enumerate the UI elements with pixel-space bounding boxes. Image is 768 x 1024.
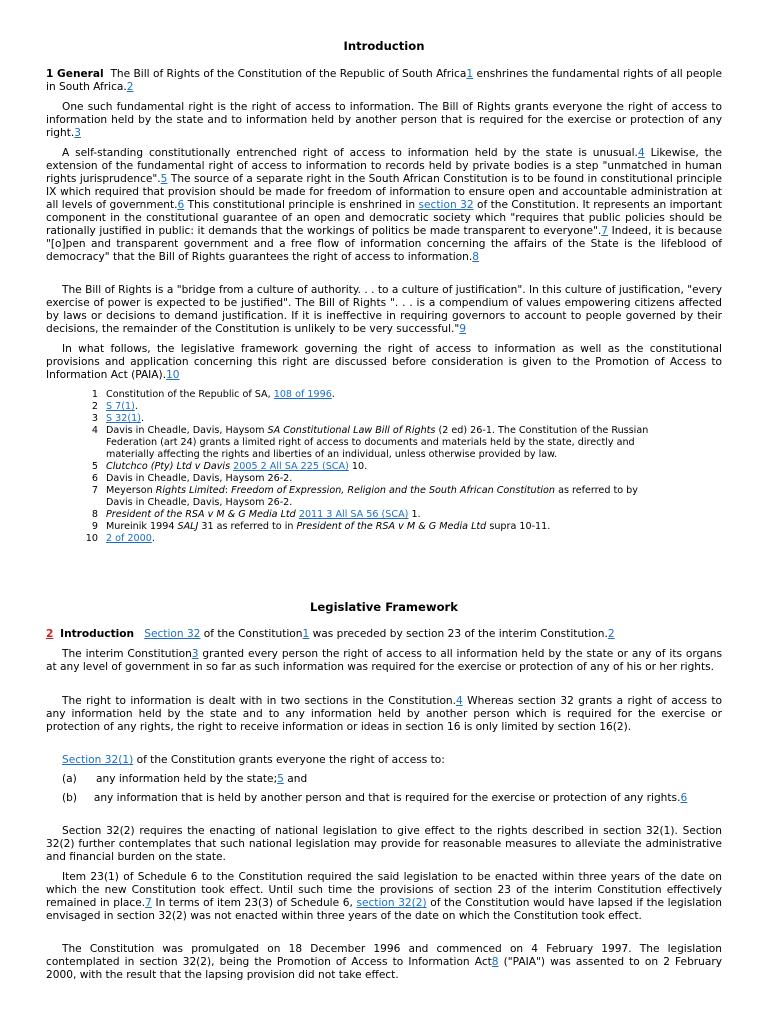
paragraph-text: The Bill of Rights of the Constitution of the Republic of South Africa xyxy=(110,68,467,80)
list-item-b xyxy=(46,792,722,805)
legislative-paragraph-6 xyxy=(46,871,722,923)
intro-paragraph-3 xyxy=(46,147,722,264)
footnote-italic: President of the RSA v M & G Media Ltd xyxy=(106,509,296,520)
intro-paragraph-5 xyxy=(46,343,722,382)
footnote-number: 9 xyxy=(91,521,98,532)
footnote-number: 5 xyxy=(91,461,98,472)
paragraph-text: granted every person the right of access to all information held by the state or any of its organs at any level of government in so far as such information was required for the exercise or protection of any of his or her rights. xyxy=(46,648,722,673)
intro-paragraph-2 xyxy=(46,101,722,140)
legislative-paragraph-4 xyxy=(46,754,722,767)
footnote-ref-3[interactable]: 3 xyxy=(191,648,199,660)
footnote-italic: Freedom of Expression, Religion and the South African Constitution xyxy=(231,485,556,496)
list-item-a xyxy=(46,773,722,786)
list-text: and xyxy=(283,773,308,785)
footnote-ref-5[interactable]: 5 xyxy=(277,773,284,785)
footnote-number: 2 xyxy=(91,401,98,412)
footnote-text: Meyerson xyxy=(106,485,156,496)
footnote-ref-6[interactable]: 6 xyxy=(177,199,185,211)
footnote-10 xyxy=(80,533,651,545)
footnote-6 xyxy=(80,473,651,485)
footnote-text: (2 ed) 26-1. The Constitution of the Russian Federation (art 24) grants a limited right of access to documents and materials held by the state, directly and materially affecting the rights and liberties of an individual, unless otherwise provided by law. xyxy=(106,425,649,460)
footnote-7 xyxy=(80,485,651,509)
footnote-ref-1[interactable]: 1 xyxy=(466,68,474,80)
footnote-ref-8[interactable]: 8 xyxy=(491,956,499,968)
paragraph-text: ("PAIA") was assented to on 2 February 2000, with the result that the lapsing provision did not take effect. xyxy=(46,956,722,981)
footnote-text: 10. xyxy=(348,461,368,472)
paragraph-heading: Introduction xyxy=(60,628,135,640)
paragraph-text: In what follows, the legislative framework governing the right of access to information as well as the constitutional provisions and application concerning this right are discussed before consideration is given to the Promotion of Access to Information Act (PAIA). xyxy=(46,343,722,381)
footnote-italic: Clutchco (Pty) Ltd v Davis xyxy=(106,461,231,472)
footnote-text: as referred to by Davis in Cheadle, Davis, Haysom 26-2. xyxy=(106,485,638,508)
footnote-4 xyxy=(80,425,651,461)
s-7-1-link[interactable]: S 7(1) xyxy=(106,401,135,412)
list-text: any information held by the state; xyxy=(96,773,278,785)
paragraph-text: The Bill of Rights is a "bridge from a culture of authority. . . to a culture of justification". In this culture of justification, "every exercise of power is expected to be justified". The Bill of Rights ". . . is a compendium of values empowering citizens affected by laws or decisions to demand justification. If it is ineffective in requiring governors to account to people governed by their decisions, the remainder of the Constitution is unlikely to be very successful." xyxy=(46,284,722,335)
legislative-paragraph-3 xyxy=(46,695,722,734)
paragraph-text: of the Constitution grants everyone the right of access to: xyxy=(133,754,445,766)
footnote-9 xyxy=(80,521,651,533)
footnote-ref-4[interactable]: 4 xyxy=(637,147,645,159)
footnote-ref-6[interactable]: 6 xyxy=(680,792,688,804)
footnote-text: Constitution of the Republic of SA, xyxy=(106,389,274,400)
footnote-number: 1 xyxy=(91,389,98,400)
paragraph-text: Indeed, it is because "[o]pen and transparent government and a free flow of information concerning the affairs of the State is the lifeblood of democracy" that the Bill of Rights guarantees the right of access to information. xyxy=(46,225,723,263)
paragraph-text: A self-standing constitutionally entrenched right of access to information held by the state is unusual. xyxy=(62,147,638,159)
section-title-legislative-framework: Legislative Framework xyxy=(310,600,458,614)
legislative-paragraph-5 xyxy=(46,825,722,864)
footnote-number: 7 xyxy=(91,485,98,496)
footnote-italic: President of the RSA v M & G Media Ltd xyxy=(296,521,487,532)
act-108-of-1996-link[interactable]: 108 of 1996 xyxy=(273,389,332,400)
act-2-of-2000-link[interactable]: 2 of 2000 xyxy=(106,533,152,544)
footnote-text: supra 10-11. xyxy=(486,521,551,532)
section-32-2-link[interactable]: section 32(2) xyxy=(356,897,427,909)
footnote-ref-3[interactable]: 3 xyxy=(74,127,82,139)
footnote-text: Davis in Cheadle, Davis, Haysom xyxy=(106,425,268,436)
footnote-ref-2[interactable]: 2 xyxy=(126,81,134,93)
footnote-ref-2[interactable]: 2 xyxy=(607,628,615,640)
footnote-ref-4[interactable]: 4 xyxy=(456,695,463,707)
footnote-text: Mureinik 1994 xyxy=(106,521,178,532)
legislative-paragraph-2 xyxy=(46,648,722,674)
paragraph-text: Section 32(2) requires the enacting of national legislation to give effect to the rights described in section 32(1). Section 32(2) further contemplates that such national legislation may provide for reasonable measures to alleviate the administrative and financial burden on the state. xyxy=(46,825,722,863)
footnote-number: 10 xyxy=(85,533,98,544)
paragraph-text: Whereas section 32 grants a right of access to any information held by the state and to any information held by another person which is required for the exercise or protection of any rights, the right to receive information or ideas in section 16 is only limited by section 16(2). xyxy=(46,695,722,733)
intro-footnotes xyxy=(80,389,651,545)
paragraph-text: of the Constitution would have lapsed if the legislation envisaged in section 32(2) was not enacted within three years of the date on which the Constitution took effect. xyxy=(46,897,722,922)
section-32-1-link[interactable]: Section 32(1) xyxy=(62,754,134,766)
footnote-italic: Rights Limited xyxy=(155,485,225,496)
footnote-8 xyxy=(80,509,651,521)
footnote-text: . xyxy=(151,533,155,544)
footnote-ref-7[interactable]: 7 xyxy=(601,225,609,237)
footnote-text: . xyxy=(331,389,335,400)
paragraph-text: The source of a separate right in the South African Constitution is to be found in constitutional principle IX which required that provision should be made for freedom of information to ensure open and accountable administration at all levels of government. xyxy=(46,173,722,211)
footnote-number: 3 xyxy=(91,413,98,424)
list-label: (b) xyxy=(62,792,77,804)
section-32-link[interactable]: section 32 xyxy=(418,199,474,211)
footnote-ref-7[interactable]: 7 xyxy=(145,897,152,909)
intro-paragraph-general xyxy=(46,68,722,94)
footnote-text: . xyxy=(134,401,138,412)
footnote-ref-5[interactable]: 5 xyxy=(160,173,168,185)
footnote-ref-9[interactable]: 9 xyxy=(459,323,467,335)
paragraph-text: The Constitution was promulgated on 18 December 1996 and commenced on 4 February 1997. The legislation contemplated in section 32(2), being the Promotion of Access to Information Act xyxy=(46,943,722,968)
legislative-paragraph-introduction xyxy=(46,628,722,641)
footnote-2 xyxy=(80,401,651,413)
paragraph-text: In terms of item 23(3) of Schedule 6, xyxy=(151,897,357,909)
footnote-italic: SA Constitutional Law Bill of Rights xyxy=(267,425,436,436)
paragraph-text: Likewise, the extension of the fundamental right of access to information to records held by private bodies is a step "unmatched in human rights jurisprudence". xyxy=(46,147,722,185)
paragraph-text: The right to information is dealt with in two sections in the Constitution. xyxy=(62,695,457,707)
footnote-3 xyxy=(80,413,651,425)
footnote-ref-10[interactable]: 10 xyxy=(166,369,180,381)
paragraph-text: One such fundamental right is the right of access to information. The Bill of Rights grants everyone the right of access to information held by the state and to information held by another person that is required for the exercise or protection of any right. xyxy=(46,101,722,139)
list-text: any information that is held by another person and that is required for the exercise or protection of any rights. xyxy=(93,792,681,804)
paragraph-text: The interim Constitution xyxy=(62,648,192,660)
footnote-number: 6 xyxy=(91,473,98,484)
s-32-1-link[interactable]: S 32(1) xyxy=(106,413,141,424)
paragraph-text: was preceded by section 23 of the interim Constitution. xyxy=(309,628,608,640)
section-32-link[interactable]: Section 32 xyxy=(144,628,201,640)
section-title-introduction: Introduction xyxy=(343,39,425,53)
footnote-5 xyxy=(80,461,651,473)
paragraph-text: enshrines the fundamental rights of all people in South Africa. xyxy=(46,68,722,93)
footnote-ref-1[interactable]: 1 xyxy=(302,628,310,640)
footnote-italic: SALJ xyxy=(177,521,199,532)
case-2011-link[interactable]: 2011 3 All SA 56 (SCA) xyxy=(298,509,409,520)
footnote-text: 1. xyxy=(408,509,421,520)
paragraph-text: of the Constitution xyxy=(200,628,303,640)
case-2005-link[interactable]: 2005 2 All SA 225 (SCA) xyxy=(233,461,349,472)
footnote-text: 31 as referred to in xyxy=(198,521,297,532)
footnote-text: Davis in Cheadle, Davis, Haysom 26-2. xyxy=(106,473,293,484)
footnote-text: : xyxy=(224,485,232,496)
list-label: (a) xyxy=(62,773,77,785)
paragraph-text: of the Constitution. It represents an important component in the constitutional guarantee of an open and democratic society which "requires that public policies should be rationally justified in public: it demands that the workings of politics be made transparent to everyone". xyxy=(46,199,723,237)
legislative-paragraph-7 xyxy=(46,943,722,982)
footnote-number: 8 xyxy=(91,509,98,520)
footnote-ref-8[interactable]: 8 xyxy=(472,251,479,263)
paragraph-text: Item 23(1) of Schedule 6 to the Constitution required the said legislation to be enacted within three years of the date on which the new Constitution took effect. Until such time the provisions of section 23 of the interim Constitution effectively remained in place. xyxy=(46,871,722,909)
intro-paragraph-4 xyxy=(46,284,722,336)
paragraph-text: This constitutional principle is enshrined in xyxy=(184,199,419,211)
paragraph-number-2[interactable]: 2 xyxy=(46,628,54,640)
footnote-number: 4 xyxy=(91,425,98,436)
footnote-text: . xyxy=(140,413,144,424)
footnote-1 xyxy=(80,389,651,401)
paragraph-heading: 1 General xyxy=(46,68,104,80)
